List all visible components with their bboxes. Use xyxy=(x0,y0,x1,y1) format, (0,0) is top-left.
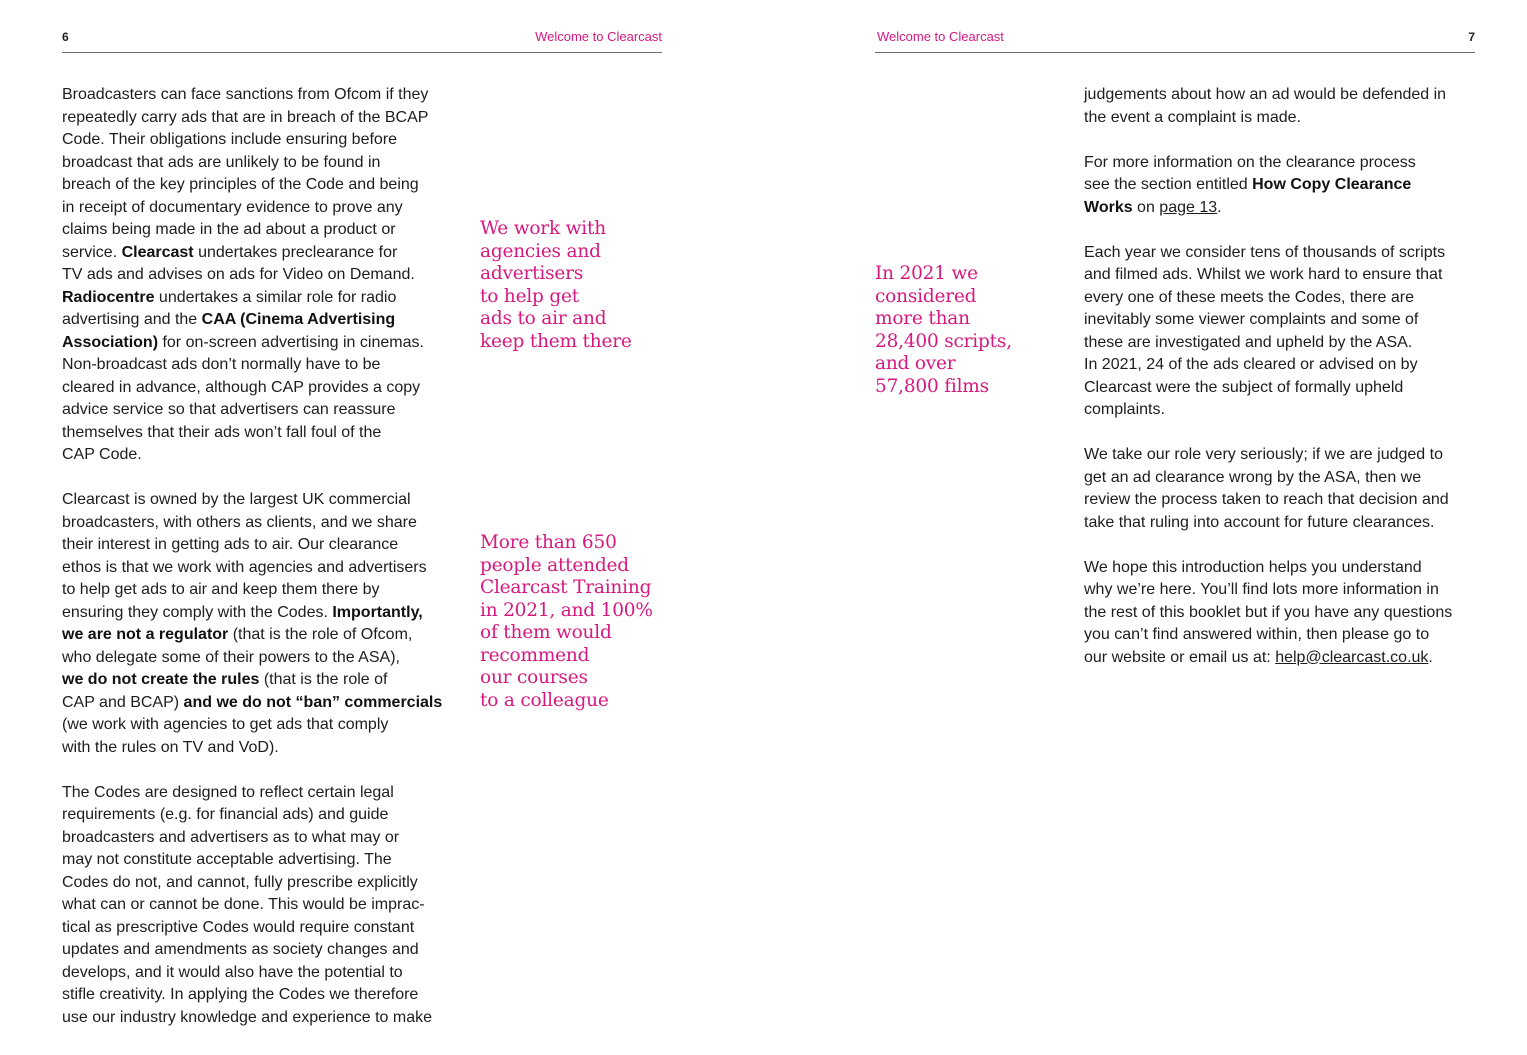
text-run: to help get ads to air and keep them there by xyxy=(62,581,380,598)
text-line xyxy=(1084,489,1484,512)
text-run: cleared in advance, although CAP provides a copy xyxy=(62,378,421,396)
text-line xyxy=(1084,354,1484,377)
pullquote-line: people attended xyxy=(480,554,629,576)
pullquote-line: More than 650 xyxy=(480,532,617,553)
text-line xyxy=(62,579,457,602)
text-run: (we work with agencies to get ads that comply xyxy=(62,716,389,733)
text-line xyxy=(1084,174,1484,197)
text-line xyxy=(1084,647,1484,670)
text-line xyxy=(62,174,457,197)
text-run: . xyxy=(1217,198,1222,216)
text-line xyxy=(1084,242,1484,265)
text-run: with the rules on TV and VoD). xyxy=(62,738,279,756)
text-line xyxy=(62,399,457,422)
text-run: and filmed ads. Whilst we work hard to ensure that xyxy=(1084,266,1443,283)
text-line xyxy=(1084,287,1484,310)
text-run: who delegate some of their powers to the ASA), xyxy=(62,648,400,666)
bold-text: CAA (Cinema Advertising xyxy=(201,311,396,328)
pullquote xyxy=(480,532,653,712)
text-line xyxy=(1084,332,1484,355)
text-run: CAP and BCAP) xyxy=(62,693,184,711)
bold-text: Radiocentre xyxy=(62,288,155,306)
paragraph xyxy=(62,84,457,467)
text-run: stifle creativity. In applying the Codes we therefore xyxy=(62,986,419,1003)
text-line xyxy=(1084,197,1484,220)
bold-text: and we do not “ban” commercials xyxy=(183,693,443,711)
text-line xyxy=(62,737,457,760)
text-run: ethos is that we work with agencies and advertisers xyxy=(62,558,427,576)
text-line xyxy=(62,849,457,872)
bold-text: How Copy Clearance xyxy=(1252,176,1412,193)
pullquote-line: of them would xyxy=(480,622,612,643)
text-line xyxy=(62,692,457,715)
text-line xyxy=(62,107,457,130)
pullquote-line: agencies and xyxy=(480,240,601,262)
text-run: For more information on the clearance process xyxy=(1084,153,1416,171)
text-line xyxy=(1084,107,1484,130)
pullquote-line: 57,800 films xyxy=(875,375,989,397)
text-line xyxy=(62,984,457,1007)
text-line xyxy=(1084,579,1484,602)
text-run: our website or email us at: xyxy=(1084,648,1276,666)
pullquote-line: and over xyxy=(875,353,956,374)
text-run: In 2021, 24 of the ads cleared or advised on by xyxy=(1084,356,1418,373)
pullquote xyxy=(875,263,1012,398)
text-line xyxy=(62,962,457,985)
text-run: TV ads and advises on ads for Video on Demand. xyxy=(62,266,415,283)
text-line xyxy=(62,264,457,287)
text-run: advice service so that advertisers can reassure xyxy=(62,401,396,418)
page-number: 6 xyxy=(62,30,69,44)
bold-text: we are not a regulator xyxy=(62,626,229,643)
text-run: in receipt of documentary evidence to prove any xyxy=(62,198,403,216)
text-line xyxy=(1084,467,1484,490)
text-line xyxy=(1084,309,1484,332)
text-run: the event a complaint is made. xyxy=(1084,108,1302,126)
inline-link[interactable]: help@clearcast.co.uk xyxy=(1275,648,1429,666)
text-run: inevitably some viewer complaints and some of xyxy=(1084,311,1419,328)
paragraph xyxy=(62,489,457,759)
paragraph xyxy=(62,782,457,1030)
body-text-column xyxy=(1084,84,1484,692)
text-run: requirements (e.g. for financial ads) and guide xyxy=(62,806,389,823)
text-line xyxy=(62,557,457,580)
text-run: develops, and it would also have the potential to xyxy=(62,963,403,981)
paragraph xyxy=(1084,84,1484,129)
page-header xyxy=(62,28,662,53)
text-run: get an ad clearance wrong by the ASA, then we xyxy=(1084,468,1422,486)
text-run: use our industry knowledge and experience to make xyxy=(62,1008,432,1026)
text-run: for on-screen advertising in cinemas. xyxy=(158,333,424,351)
text-run: you can’t find answered within, then please go to xyxy=(1084,626,1430,643)
text-line xyxy=(62,872,457,895)
pullquote-line: our courses xyxy=(480,667,588,688)
text-line xyxy=(62,287,457,310)
text-run: see the section entitled xyxy=(1084,176,1253,193)
text-run: Code. Their obligations include ensuring before xyxy=(62,131,398,148)
text-run: We take our role very seriously; if we are judged to xyxy=(1084,446,1443,463)
text-run: tical as prescriptive Codes would require constant xyxy=(62,918,415,936)
text-run: CAP Code. xyxy=(62,446,142,463)
page-header xyxy=(875,28,1475,53)
text-line xyxy=(62,422,457,445)
text-line xyxy=(62,84,457,107)
bold-text: Clearcast xyxy=(121,243,194,261)
text-line xyxy=(1084,512,1484,535)
text-run: broadcasters, with others as clients, and we share xyxy=(62,513,417,531)
pullquote-line: keep them there xyxy=(480,330,632,352)
text-run: updates and amendments as society changes and xyxy=(62,941,419,958)
paragraph xyxy=(1084,557,1484,670)
pullquote-line: In 2021 we xyxy=(875,263,978,284)
text-line xyxy=(62,782,457,805)
text-run: every one of these meets the Codes, there are xyxy=(1084,288,1414,306)
text-run: Non-broadcast ads don’t normally have to be xyxy=(62,356,381,373)
bold-text: Importantly, xyxy=(332,603,423,621)
right-page xyxy=(770,0,1527,1055)
bold-text: Association) xyxy=(62,333,159,351)
pullquote-line: more than xyxy=(875,308,970,329)
text-line xyxy=(62,354,457,377)
pullquote-line: ads to air and xyxy=(480,308,607,329)
text-line xyxy=(62,242,457,265)
inline-link[interactable]: page 13 xyxy=(1159,198,1218,216)
pullquote-line: to a colleague xyxy=(480,689,609,711)
text-run: complaints. xyxy=(1084,401,1165,418)
pullquote-line: We work with xyxy=(480,218,606,239)
text-line xyxy=(62,602,457,625)
text-run: broadcasters and advertisers as to what may or xyxy=(62,828,400,846)
text-run: undertakes preclearance for xyxy=(193,243,398,261)
pullquote-line: considered xyxy=(875,285,977,307)
text-line xyxy=(62,534,457,557)
body-text-column xyxy=(62,84,457,1052)
text-line xyxy=(1084,152,1484,175)
text-line xyxy=(1084,399,1484,422)
text-line xyxy=(62,1007,457,1030)
text-run: . xyxy=(1428,648,1433,666)
text-line xyxy=(62,827,457,850)
text-run: broadcast that ads are unlikely to be found in xyxy=(62,153,381,171)
pullquote-line: advertisers xyxy=(480,263,584,284)
text-line xyxy=(62,624,457,647)
text-run: breach of the key principles of the Code and being xyxy=(62,176,419,193)
text-run: We hope this introduction helps you understand xyxy=(1084,558,1422,576)
text-run: ensuring they comply with the Codes. xyxy=(62,603,333,621)
pullquote-line: recommend xyxy=(480,644,590,666)
pullquote-line: to help get xyxy=(480,285,579,307)
text-line xyxy=(62,917,457,940)
running-title: Welcome to Clearcast xyxy=(535,29,662,44)
text-run: undertakes a similar role for radio xyxy=(154,288,397,306)
text-line xyxy=(62,129,457,152)
text-run: Clearcast were the subject of formally upheld xyxy=(1084,378,1404,396)
text-run: these are investigated and upheld by the ASA. xyxy=(1084,333,1413,351)
text-run: their interest in getting ads to air. Our clearance xyxy=(62,536,399,553)
text-line xyxy=(1084,84,1484,107)
text-run: Clearcast is owned by the largest UK commercial xyxy=(62,491,411,508)
text-run: themselves that their ads won’t fall foul of the xyxy=(62,423,382,441)
text-run: why we’re here. You’ll find lots more information in xyxy=(1084,581,1439,598)
text-line xyxy=(62,309,457,332)
paragraph xyxy=(1084,242,1484,422)
text-run: The Codes are designed to reflect certain legal xyxy=(62,783,394,801)
pullquote-line: Clearcast Training xyxy=(480,577,652,598)
text-run: advertising and the xyxy=(62,311,202,328)
text-run: what can or cannot be done. This would be imprac- xyxy=(62,896,425,913)
text-run: Each year we consider tens of thousands of scripts xyxy=(1084,243,1446,261)
text-line xyxy=(62,444,457,467)
text-line xyxy=(62,669,457,692)
text-run: Codes do not, and cannot, fully prescribe explicitly xyxy=(62,873,418,891)
text-line xyxy=(1084,377,1484,400)
text-line xyxy=(62,714,457,737)
running-title: Welcome to Clearcast xyxy=(877,29,1004,44)
text-line xyxy=(62,219,457,242)
text-line xyxy=(62,647,457,670)
left-page xyxy=(0,0,760,1055)
text-run: the rest of this booklet but if you have any questions xyxy=(1084,603,1453,621)
text-line xyxy=(1084,557,1484,580)
text-line xyxy=(62,489,457,512)
text-line xyxy=(62,894,457,917)
page-number: 7 xyxy=(1468,30,1475,44)
paragraph xyxy=(1084,444,1484,534)
text-line xyxy=(62,512,457,535)
text-line xyxy=(1084,444,1484,467)
pullquote xyxy=(480,218,632,353)
text-run: judgements about how an ad would be defended in xyxy=(1084,86,1447,103)
text-line xyxy=(62,152,457,175)
text-run: service. xyxy=(62,243,122,261)
text-line xyxy=(1084,602,1484,625)
bold-text: we do not create the rules xyxy=(62,671,260,688)
text-line xyxy=(62,332,457,355)
text-line xyxy=(1084,624,1484,647)
text-run: Broadcasters can face sanctions from Ofcom if they xyxy=(62,86,429,103)
pullquote-line: in 2021, and 100% xyxy=(480,599,653,621)
text-run: claims being made in the ad about a product or xyxy=(62,221,396,238)
text-line xyxy=(62,804,457,827)
pullquote-line: 28,400 scripts, xyxy=(875,330,1012,352)
text-line xyxy=(62,197,457,220)
paragraph xyxy=(1084,152,1484,220)
text-run: review the process taken to reach that decision and xyxy=(1084,491,1449,508)
text-run: repeatedly carry ads that are in breach of the BCAP xyxy=(62,108,429,126)
text-run: take that ruling into account for future clearances. xyxy=(1084,513,1435,531)
text-run: may not constitute acceptable advertising. The xyxy=(62,851,392,868)
text-run: (that is the role of Ofcom, xyxy=(228,626,413,643)
text-line xyxy=(62,377,457,400)
text-line xyxy=(62,939,457,962)
text-run: (that is the role of xyxy=(259,671,388,688)
bold-text: Works xyxy=(1084,198,1133,216)
text-line xyxy=(1084,264,1484,287)
text-run: on xyxy=(1132,198,1160,216)
